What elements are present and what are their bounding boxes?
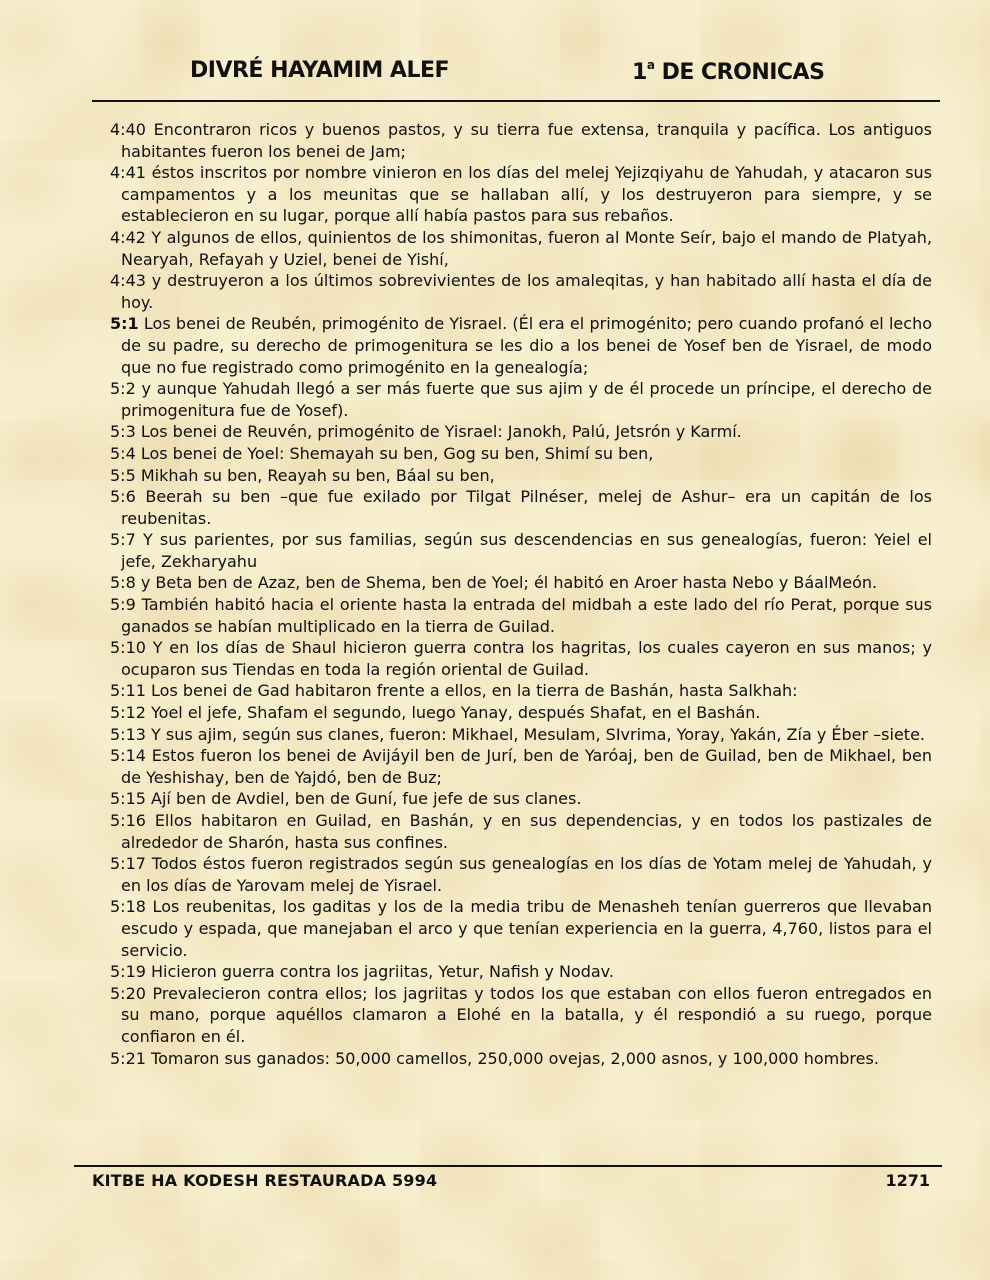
verse	[110, 443, 932, 465]
verse-ref: 5:6	[110, 487, 136, 507]
verse	[110, 594, 932, 637]
verse-text: Prevalecieron contra ellos; los jagriitas y todos los que estaban con ellos fueron entregados en su mano, porque aquéllos clamaron a Elohé en la batalla, y él respondió a su ruego, porque confiaron en él.	[121, 983, 932, 1046]
verse-ref: 4:43	[110, 271, 146, 291]
verse-ref: 5:11	[110, 681, 146, 701]
verse-text: y destruyeron a los últimos sobrevivientes de los amaleqitas, y han habitado allí hasta el día de hoy.	[121, 271, 932, 312]
verse-ref: 5:8	[110, 573, 136, 593]
verse-text: Hicieron guerra contra los jagriitas, Yetur, Nafish y Nodav.	[145, 962, 614, 982]
verse-text: Todos éstos fueron registrados según sus genealogías en los días de Yotam melej de Yahudah, y en los días de Yarovam melej de Yisrael.	[121, 854, 932, 895]
verse	[110, 788, 932, 810]
verse-text: Estos fueron los benei de Avijáyil ben de Jurí, ben de Yaróaj, ben de Guilad, ben de Mikhael, ben de Yeshishay, ben de Yajdó, ben de Buz;	[121, 746, 932, 787]
verse-list	[110, 119, 932, 1069]
verse-text: También habitó hacia el oriente hasta la entrada del midbah a este lado del río Perat, porque sus ganados se habían multiplicado en la tierra de Guilad.	[121, 595, 932, 636]
verse	[110, 378, 932, 421]
verse	[110, 702, 932, 724]
verse-ref: 4:40	[110, 120, 146, 139]
verse-ref: 5:3	[110, 422, 136, 442]
verse-text: Yoel el jefe, Shafam el segundo, luego Yanay, después Shafat, en el Bashán.	[145, 703, 761, 723]
verse-text: y Beta ben de Azaz, ben de Shema, ben de Yoel; él habitó en Aroer hasta Nebo y BáalMeón.	[135, 573, 878, 593]
verse-ref: 5:18	[110, 897, 146, 917]
verse-ref: 5:12	[110, 703, 146, 723]
verse-ref: 5:17	[110, 854, 146, 874]
verse-ref: 5:14	[110, 746, 146, 766]
verse	[110, 637, 932, 680]
footer-title: KITBE HA KODESH RESTAURADA 5994	[92, 1171, 438, 1190]
verse-text: Encontraron ricos y buenos pastos, y su tierra fue extensa, tranquila y pacífica. Los antiguos habitantes fueron los benei de Jam;	[121, 120, 932, 161]
verse-text: Los benei de Reuvén, primogénito de Yisrael: Janokh, Palú, Jetsrón y Karmí.	[135, 422, 742, 442]
verse	[110, 486, 932, 529]
verse	[110, 162, 932, 227]
verse-ref: 4:41	[110, 163, 146, 183]
verse	[110, 810, 932, 853]
verse	[110, 896, 932, 961]
verse	[110, 724, 932, 746]
footer-rule	[74, 1165, 942, 1167]
book-number-superscript: a	[646, 58, 655, 72]
verse-text: Los benei de Gad habitaron frente a ellos, en la tierra de Bashán, hasta Salkhah:	[145, 681, 798, 701]
verse-ref: 5:10	[110, 638, 146, 658]
verse-text: Ellos habitaron en Guilad, en Bashán, y en sus dependencias, y en todos los pastizales de alrededor de Sharón, hasta sus confines.	[121, 811, 932, 852]
verse-ref: 5:15	[110, 789, 146, 809]
running-title: DIVRÉ HAYAMIM ALEF	[190, 58, 450, 83]
book-title	[632, 58, 824, 85]
verse-ref: 5:16	[110, 811, 146, 830]
verse-text: éstos inscritos por nombre vinieron en los días del melej Yejizqiyahu de Yahudah, y atacaron sus campamentos y a los meunitas que se hallaban allí, y los destruyeron para siempre, y se establecieron en su lugar, porque allí había pastos para sus rebaños.	[121, 163, 932, 226]
verse-text: y aunque Yahudah llegó a ser más fuerte que sus ajim y de él procede un príncipe, el derecho de primogenitura fue de Yosef).	[121, 379, 932, 420]
verse	[110, 853, 932, 896]
verse-text: Mikhah su ben, Reayah su ben, Báal su ben,	[135, 465, 495, 485]
verse-ref: 5:20	[110, 983, 146, 1003]
chapter-start-ref: 5:1	[110, 314, 139, 334]
verse-text: Y sus parientes, por sus familias, según sus descendencias en sus genealogías, fueron: Yeiel el jefe, Zekharyahu	[121, 530, 932, 571]
verse-text: Y algunos de ellos, quinientos de los shimonitas, fueron al Monte Seír, bajo el mando de Platyah, Nearyah, Refayah y Uziel, benei de Yishí,	[121, 227, 932, 269]
verse	[110, 227, 932, 270]
verse	[110, 745, 932, 788]
verse	[110, 119, 932, 162]
verse-text: Los benei de Yoel: Shemayah su ben, Gog su ben, Shimí su ben,	[135, 443, 654, 463]
verse-ref: 5:21	[110, 1048, 146, 1068]
verse-ref: 4:42	[110, 227, 146, 247]
book-name: DE CRONICAS	[654, 60, 825, 85]
verse-ref: 5:9	[110, 595, 136, 615]
page-header	[0, 58, 990, 92]
book-number: 1	[632, 60, 647, 85]
verse-ref: 5:2	[110, 379, 136, 399]
verse-text: Tomaron sus ganados: 50,000 camellos, 250,000 ovejas, 2,000 asnos, y 100,000 hombres.	[145, 1048, 879, 1068]
verse-ref: 5:13	[110, 724, 146, 744]
verse	[110, 572, 932, 594]
verse	[110, 529, 932, 572]
verse	[110, 1048, 932, 1070]
verse-text: Los benei de Reubén, primogénito de Yisrael. (Él era el primogénito; pero cuando profanó el lecho de su padre, su derecho de primogenitura se les dio a los benei de Yosef ben de Yisrael, de modo que no fue registrado como primogénito en la genealogía;	[121, 314, 932, 377]
verse	[110, 983, 932, 1048]
verse	[110, 270, 932, 313]
verse	[110, 421, 932, 443]
verse-ref: 5:19	[110, 962, 146, 982]
verse	[110, 465, 932, 487]
verse-ref: 5:5	[110, 465, 136, 485]
verse-ref: 5:7	[110, 530, 136, 550]
verse-text: Beerah su ben –que fue exilado por Tilgat Pilnéser, melej de Ashur– era un capitán de los reubenitas.	[121, 487, 932, 528]
page-number: 1271	[885, 1171, 930, 1190]
verse-text: Y sus ajim, según sus clanes, fueron: Mikhael, Mesulam, SIvrima, Yoray, Yakán, Zía y Éber –siete.	[145, 724, 925, 744]
verse-ref: 5:4	[110, 443, 136, 463]
verse	[110, 680, 932, 702]
header-rule	[92, 100, 940, 102]
verse-text: Ají ben de Avdiel, ben de Guní, fue jefe de sus clanes.	[145, 789, 582, 809]
verse	[110, 961, 932, 983]
verse-text: Y en los días de Shaul hicieron guerra contra los hagritas, los cuales cayeron en sus manos; y ocuparon sus Tiendas en toda la región oriental de Guilad.	[121, 638, 932, 679]
verse	[110, 313, 932, 378]
verse-text: Los reubenitas, los gaditas y los de la media tribu de Menasheh tenían guerreros que llevaban escudo y espada, que manejaban el arco y que tenían experiencia en la guerra, 4,760, listos para el servicio.	[121, 897, 932, 960]
